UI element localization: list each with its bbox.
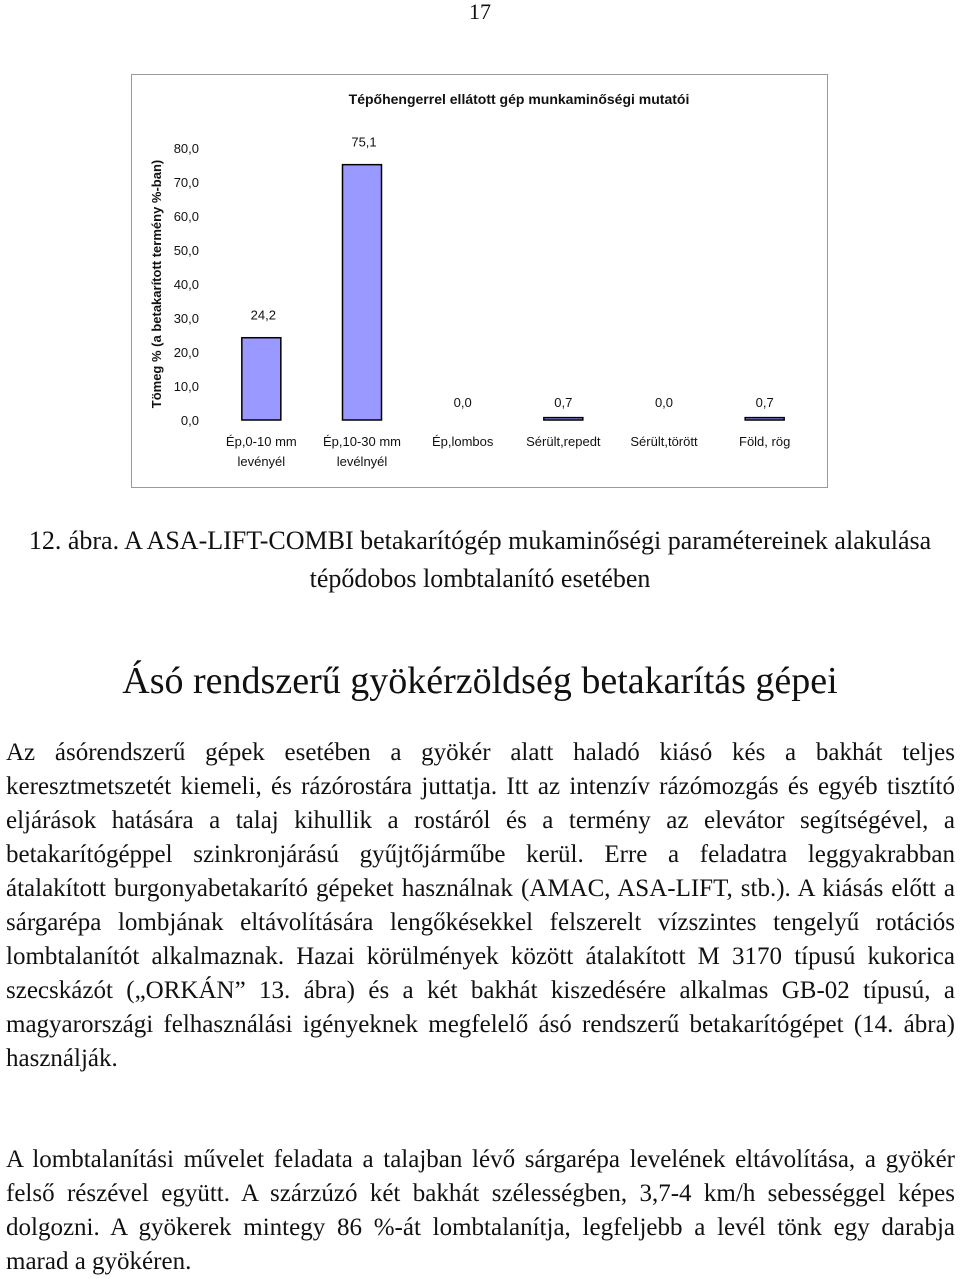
figure-caption: 12. ábra. A ASA-LIFT-COMBI betakarítógép mukaminőségi paramétereinek alakulása tépődobos lombtalanító esetében: [28, 526, 932, 593]
x-tick-label: Sérült,törött: [630, 434, 698, 449]
x-tick-label: Ép,lombos: [431, 434, 494, 449]
data-label: 0,0: [654, 395, 674, 410]
chart-frame: [131, 74, 828, 488]
data-label: 24,2: [250, 307, 276, 323]
y-tick-label: 60,0: [173, 209, 199, 224]
data-label: 0,7: [554, 395, 573, 410]
page-number: 17: [469, 0, 491, 24]
x-tick-label: Ép,10-30 mm: [322, 434, 402, 449]
data-label: 0,0: [453, 395, 472, 410]
y-tick-label: 50,0: [173, 243, 199, 258]
chart-title: Tépőhengerrel ellátott gép munkaminőségi mutatói: [348, 91, 690, 107]
bar: [242, 338, 281, 420]
y-tick-label: 70,0: [173, 175, 199, 190]
bar: [544, 418, 583, 420]
data-label: 75,1: [351, 134, 377, 150]
y-tick-label: 20,0: [173, 345, 199, 360]
body-paragraph: Az ásórendszerű gépek esetében a gyökér alatt haladó kiásó kés a bakhát teljes keresztmetszetét kiemeli, és rázórostára juttatja. Itt az intenzív rázómozgás és egyéb tisztító eljárások hatására a talaj kihullik a rostáról és a termény az elevátor segítségével, a betakarítógéppel szinkronjárású gyűjtőjárműbe kerül. Erre a feladatra leggyakrabban átalakított burgonyabetakarító gépeket használnak (AMAC, ASA-LIFT, stb.). A kiásás előtt a sárgarépa lombjának eltávolítására lengőkésekkel felszerelt vízszintes tengelyű rotációs lombtalanítót alkalmaznak. Hazai körülmények között átalakított M 3170 típusú kukorica szecskázót („ORKÁN” 13. ábra) és a két bakhát kiszedésére alkalmas GB-02 típusú, a magyarországi felhasználási igényeknek megfelelő ásó rendszerű betakarítógépet (14. ábra) használják.: [6, 739, 955, 1072]
section-heading: Ásó rendszerű gyökérzöldség betakarítás gépei: [122, 660, 838, 702]
x-tick-label: levényél: [237, 454, 286, 469]
bar: [343, 165, 382, 420]
y-axis-title: Tömeg % (a betakarított termény %-ban): [149, 159, 164, 409]
bar: [745, 418, 784, 420]
bar-chart: [132, 75, 829, 489]
x-tick-label: Sérült,repedt: [526, 434, 601, 449]
x-tick-label: Föld, rög: [739, 434, 791, 449]
y-tick-label: 80,0: [173, 141, 199, 156]
y-tick-label: 30,0: [173, 311, 199, 326]
x-tick-label: levélnyél: [336, 454, 388, 469]
x-tick-label: Ép,0-10 mm: [225, 434, 297, 449]
y-tick-label: 40,0: [173, 277, 199, 292]
y-tick-label: 10,0: [173, 379, 199, 394]
y-tick-label: 0,0: [180, 413, 199, 428]
data-label: 0,7: [755, 395, 774, 410]
body-paragraph: A lombtalanítási művelet feladata a talajban lévő sárgarépa levelének eltávolítása, a gyökér felső részével együtt. A szárzúzó két bakhát szélességben, 3,7-4 km/h sebességgel képes dolgozni. A gyökerek mintegy 86 %-át lombtalanítja, legfeljebb a levél tönk egy darabja marad a gyökéren.: [6, 1146, 955, 1275]
